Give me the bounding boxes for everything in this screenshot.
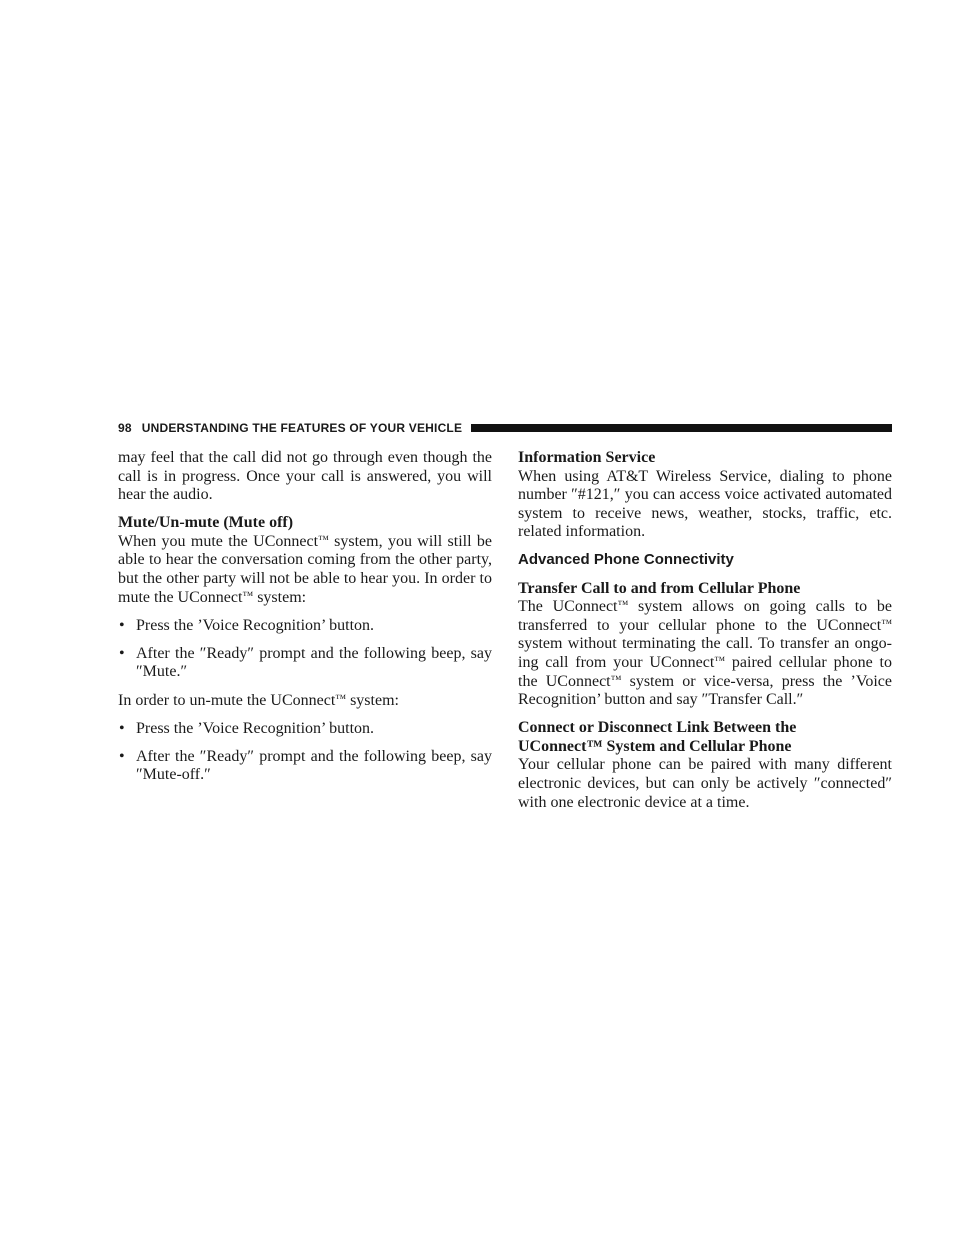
- transfer-call-paragraph: The UConnect™ system allows on going calls to be transferred to your cellular phone to the UConnect™ system without terminating the call. To transfer an ongo-ing call from your UConnect™ paired cellular phone to the UConnect™ system or vice-versa, press the ’Voice Recognition’ button and say ″Transfer Call.″: [518, 598, 893, 709]
- list-item: • Press the ’Voice Recognition’ button.: [119, 616, 375, 634]
- header-rule: [471, 424, 892, 432]
- trademark-symbol: ™: [617, 599, 629, 612]
- trademark-symbol: ™: [610, 673, 622, 686]
- bullet-icon: •: [119, 747, 125, 765]
- connect-link-paragraph: Your cellular phone can be paired with many different electronic devices, but can only be actively ″connected″ with one electronic device at a time.: [518, 756, 892, 811]
- trademark-symbol: ™: [242, 589, 254, 602]
- trademark-symbol: ™: [586, 737, 603, 755]
- left-column: [118, 449, 492, 794]
- list-item: • After the ″Ready″ prompt and the following beep, say ″Mute-off.″: [119, 747, 492, 784]
- trademark-symbol: ™: [335, 692, 347, 705]
- trademark-symbol: ™: [318, 533, 329, 546]
- mute-heading: Mute/Un-mute (Mute off): [118, 514, 294, 532]
- bullet-icon: •: [119, 644, 125, 662]
- list-item: • After the ″Ready″ prompt and the following beep, say ″Mute.″: [119, 644, 492, 681]
- page-number: 98: [118, 421, 132, 435]
- trademark-symbol: ™: [714, 654, 726, 667]
- list-item: • Press the ’Voice Recognition’ button.: [119, 719, 375, 737]
- mute-paragraph: When you mute the UConnect™ system, you will still be able to hear the conversation coming from the other party, but the other party will not be able to hear you. In order to mute the UConnect™ system:: [118, 532, 492, 606]
- unmute-steps-list: [118, 720, 492, 785]
- intro-paragraph: may feel that the call did not go through even though the call is in progress. Once your call is answered, you will hear the audio.: [118, 449, 492, 504]
- section-title: UNDERSTANDING THE FEATURES OF YOUR VEHICLE: [141, 421, 463, 435]
- advanced-connectivity-heading: Advanced Phone Connectivity: [518, 551, 734, 569]
- right-column: [518, 449, 892, 822]
- mute-steps-list: [118, 617, 492, 682]
- trademark-symbol: ™: [881, 617, 892, 630]
- transfer-call-heading: Transfer Call to and from Cellular Phone: [518, 579, 801, 597]
- connect-link-heading: Connect or Disconnect Link Between the UConnect™ System and Cellular Phone: [518, 719, 797, 755]
- bullet-icon: •: [119, 719, 125, 737]
- info-service-heading: Information Service: [518, 449, 656, 466]
- bullet-icon: •: [119, 616, 125, 634]
- page-header: [118, 418, 892, 438]
- unmute-paragraph: In order to un-mute the UConnect™ system:: [118, 691, 399, 709]
- info-service-paragraph: When using AT&T Wireless Service, dialing to phone number ″#121,″ you can access voice activated automated system to receive news, weather, stocks, traffic, etc. related information.: [518, 467, 892, 541]
